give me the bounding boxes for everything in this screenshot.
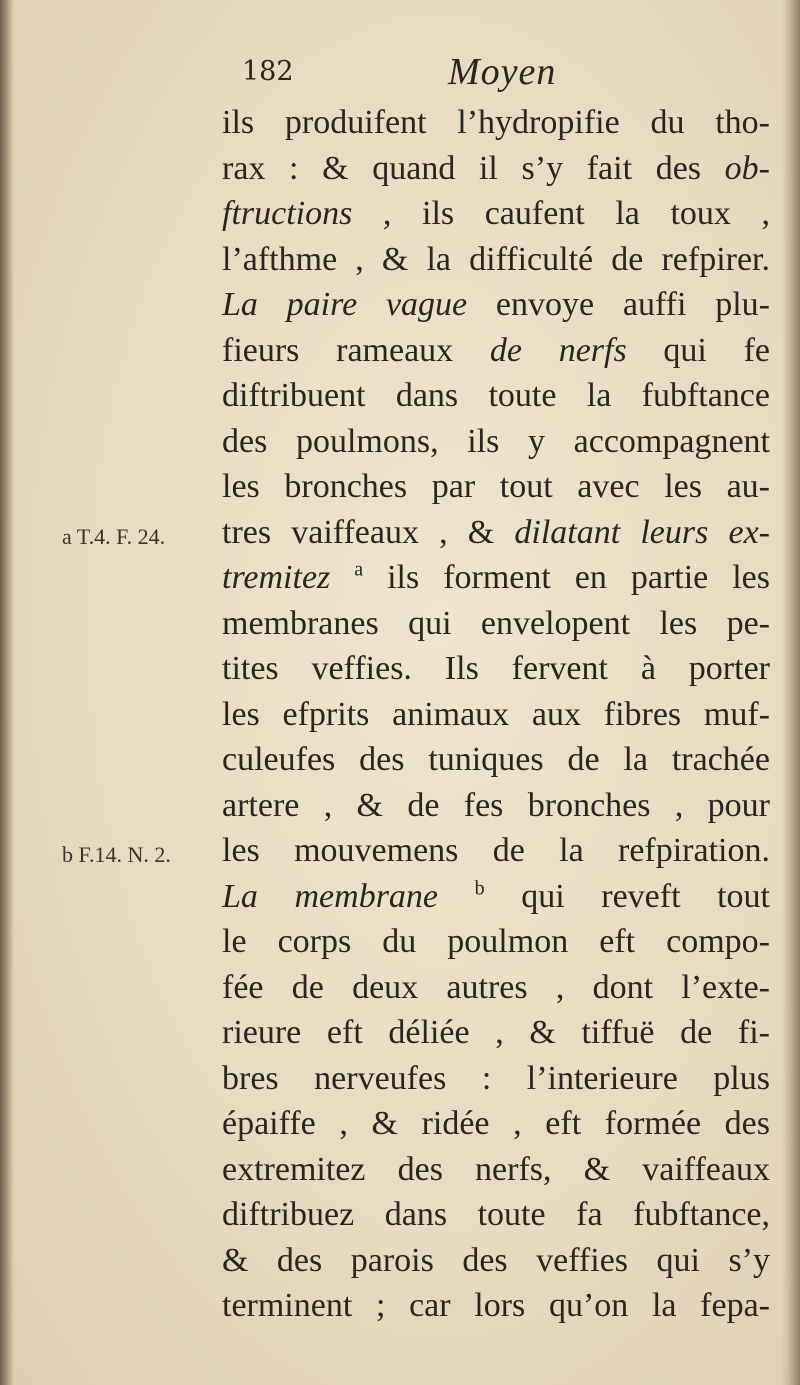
text-line [222, 146, 770, 192]
text-line [222, 783, 770, 829]
text-segment: fieurs rameaux [222, 331, 490, 369]
italic-text: dilatant leurs ex- [514, 513, 770, 551]
body-text [222, 100, 770, 1329]
text-segment: l’afthme , & la difficulté de refpirer. [222, 240, 770, 278]
text-segment [330, 559, 354, 596]
text-segment: le corps du poulmon eft compo- [222, 923, 770, 960]
text-segment: diftribuent dans toute la fubftance [222, 377, 770, 414]
text-line [222, 1147, 770, 1193]
text-segment: , ils caufent la toux , [352, 195, 770, 232]
page-header [228, 50, 768, 100]
text-line [222, 601, 770, 647]
text-line [222, 1010, 770, 1056]
text-line [222, 874, 770, 920]
text-line [222, 191, 770, 237]
text-line [222, 692, 770, 738]
italic-text: La membrane [222, 877, 439, 915]
text-segment: culeufes des tuniques de la trachée [222, 741, 770, 778]
text-line [222, 828, 770, 874]
text-segment: & des parois des veffies qui s’y [222, 1241, 770, 1279]
text-segment: ils forment en partie les [363, 559, 770, 596]
text-line [222, 464, 770, 510]
text-segment: fée de deux autres , dont l’exte- [222, 968, 770, 1006]
text-line [222, 1238, 770, 1284]
text-segment: qui fe [626, 331, 770, 369]
text-line [222, 646, 770, 692]
text-segment: extremitez des nerfs, & vaiffeaux [222, 1150, 770, 1188]
text-segment: les mouvemens de la refpiration. [222, 832, 770, 869]
text-segment: rax : & quand il s’y fait des [222, 149, 725, 187]
text-line [222, 282, 770, 328]
text-line [222, 419, 770, 465]
italic-text: La paire vague [222, 286, 468, 323]
text-line [222, 737, 770, 783]
text-segment: épaiffe , & ridée , eft formée des [222, 1105, 770, 1142]
text-line [222, 1056, 770, 1102]
text-line [222, 965, 770, 1011]
text-segment: artere , & de fes bronches , pour [222, 786, 770, 824]
footnote-marker: b [474, 877, 485, 900]
text-segment [438, 878, 475, 915]
text-line [222, 1101, 770, 1147]
page-edge [782, 0, 800, 1385]
text-segment: des poulmons, ils y accompagnent [222, 422, 770, 460]
italic-text: ftructions [222, 195, 353, 232]
text-line [222, 1283, 770, 1329]
text-segment: membranes qui envelopent les pe- [222, 604, 770, 642]
text-line [222, 100, 770, 146]
italic-text: ob- [724, 149, 770, 187]
text-segment: tites veffies. Ils fervent à porter [222, 650, 770, 687]
text-line [222, 510, 770, 556]
footnote-marker: a [354, 558, 364, 581]
gutter-shadow [0, 0, 14, 1385]
text-line [222, 1192, 770, 1238]
text-line [222, 237, 770, 283]
text-line [222, 373, 770, 419]
text-segment: envoye auffi plu- [467, 286, 770, 323]
text-segment: rieure eft déliée , & tiffuë de fi- [222, 1014, 770, 1051]
text-segment: tres vaiffeaux , & [222, 513, 515, 551]
running-title: Moyen [448, 51, 557, 93]
text-segment: diftribuez dans toute fa fubftance, [222, 1196, 770, 1233]
text-segment: les bronches par tout avec les au- [222, 468, 770, 505]
text-line [222, 328, 770, 374]
page-number: 182 [242, 56, 294, 87]
text-segment: terminent ; car lors qu’on la fepa- [222, 1287, 770, 1324]
italic-text: de nerfs [489, 331, 627, 369]
text-segment: les efprits animaux aux fibres muf- [222, 695, 770, 733]
italic-text: tremitez [222, 559, 331, 596]
text-segment: bres nerveufes : l’interieure plus [222, 1059, 770, 1097]
margin-note-b: b F.14. N. 2. [62, 842, 171, 867]
text-line [222, 555, 770, 601]
text-segment: qui reveft tout [484, 877, 770, 915]
text-segment: ils produifent l’hydropifie du tho- [222, 104, 770, 141]
margin-note-a: a T.4. F. 24. [62, 524, 166, 549]
text-line [222, 919, 770, 965]
